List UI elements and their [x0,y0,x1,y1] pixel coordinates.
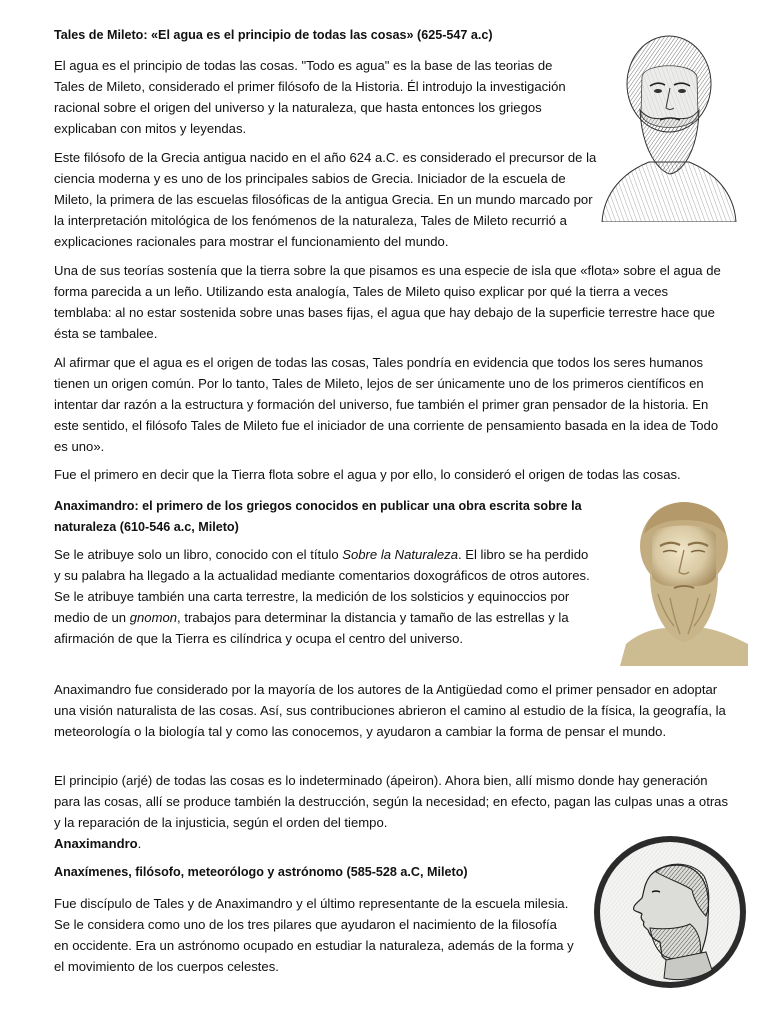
anaximander-p1-text-b: . El libro se ha perdido y su palabra ha llegado a la actualidad mediante comentarios doxográficos de otros autores. Se le atribuye también una carta terrestre, la medición de los solsticios y equinoccios por medio de un [54,547,590,625]
quote-author-period: . [137,835,142,851]
anaximander-portrait [620,494,748,666]
thales-heading: Tales de Mileto: «El agua es el principio de todas las cosas» (625-547 a.c) [54,28,493,42]
anaximander-paragraph-1 [54,545,594,650]
book-title: Sobre la Naturaleza [342,547,458,562]
anaximander-paragraph-2: Anaximandro fue considerado por la mayoría de los autores de la Antigüedad como el primer pensador en adoptar una visión naturalista de las cosas. Así, sus contribuciones abrieron el camino al estudio de la física, la geografía, la meteorología o la biología tal y como las conocemos, y ayudaron a cambiar la forma de pensar el mundo. [54,682,726,739]
anaximander-p1-text-a: Se le atribuye solo un libro, conocido con el título [54,547,343,562]
anaximenes-portrait [590,832,750,992]
thales-portrait [594,22,742,222]
gnomon-term: gnomon [129,609,178,625]
anaximenes-paragraph-1: Fue discípulo de Tales y de Anaximandro y el último representante de la escuela milesia. Se le considera como uno de los tres pilares que ayudaron el nacimiento de la filosofía en occidente. Era un astrónomo ocupado en estudiar la naturaleza, además de la forma y el movimiento de los cuerpos celestes. [54,896,574,974]
anaximander-heading: Anaximandro: el primero de los griegos conocidos en publicar una obra escrita sobre la naturaleza (610-546 a.c, Mileto) [54,499,582,534]
thales-paragraph-2: Este filósofo de la Grecia antigua nacido en el año 624 a.C. es considerado el precursor de la ciencia moderna y es uno de los principales sabios de Grecia. Iniciador de la escuela de Mileto, la primera de las escuelas filosóficas de la antigua Grecia. En un mundo marcado por la interpretación mitológica de los fenómenos de la naturaleza, Tales de Mileto recurrió a explicaciones racionales para mostrar el funcionamiento del mundo. [54,150,597,249]
thales-paragraph-3: Una de sus teorías sostenía que la tierra sobre la que pisamos es una especie de isla que «flota» sobre el agua de forma parecida a un leño. Utilizando esta analogía, Tales de Mileto quiso explicar por qué la tierra a veces temblaba: al no estar sostenida sobre unas bases fijas, el agua que hay debajo de la superficie terrestre hace que ésta se tambalee. [54,263,721,341]
thales-paragraph-4: Al afirmar que el agua es el origen de todas las cosas, Tales pondría en evidencia que todos los seres humanos tienen un origen común. Por lo tanto, Tales de Mileto, lejos de ser únicamente uno de los primeros científicos en intentar dar razón a la estructura y formación del universo, fue también el primer gran pensador de la historia. En este sentido, el filósofo Tales de Mileto fue el iniciador de una corriente de pensamiento basada en la idea de Todo es uno». [54,355,719,454]
anaximander-p1-text-c: , trabajos para determinar la distancia y tamaño de las estrellas y la afirmación de que la Tierra es cilíndrica y ocupa el centro del universo. [54,609,569,646]
anaximander-quote: El principio (arjé) de todas las cosas es lo indeterminado (ápeiron). Ahora bien, allí mismo donde hay generación para las cosas, allí se produce también la destrucción, según la necesidad; en efecto, pagan las culpas unas a otras y la reparación de la injusticia, según el orden del tiempo. [54,773,729,830]
thales-paragraph-5: Fue el primero en decir que la Tierra flota sobre el agua y por ello, lo consideró el origen de todas las cosas. [54,467,681,482]
quote-author: Anaximandro [54,835,138,851]
thales-paragraph-1: El agua es el principio de todas las cosas. "Todo es agua" es la base de las teorias de Tales de Mileto, considerado el primer filósofo de la Historia. Él introdujo la investigación racional sobre el origen del universo y la naturaleza, que hasta entonces los griegos explicaban con mitos y leyendas. [54,58,566,136]
anaximenes-heading: Anaxímenes, filósofo, meteorólogo y astrónomo (585-528 a.C, Mileto) [54,865,468,879]
